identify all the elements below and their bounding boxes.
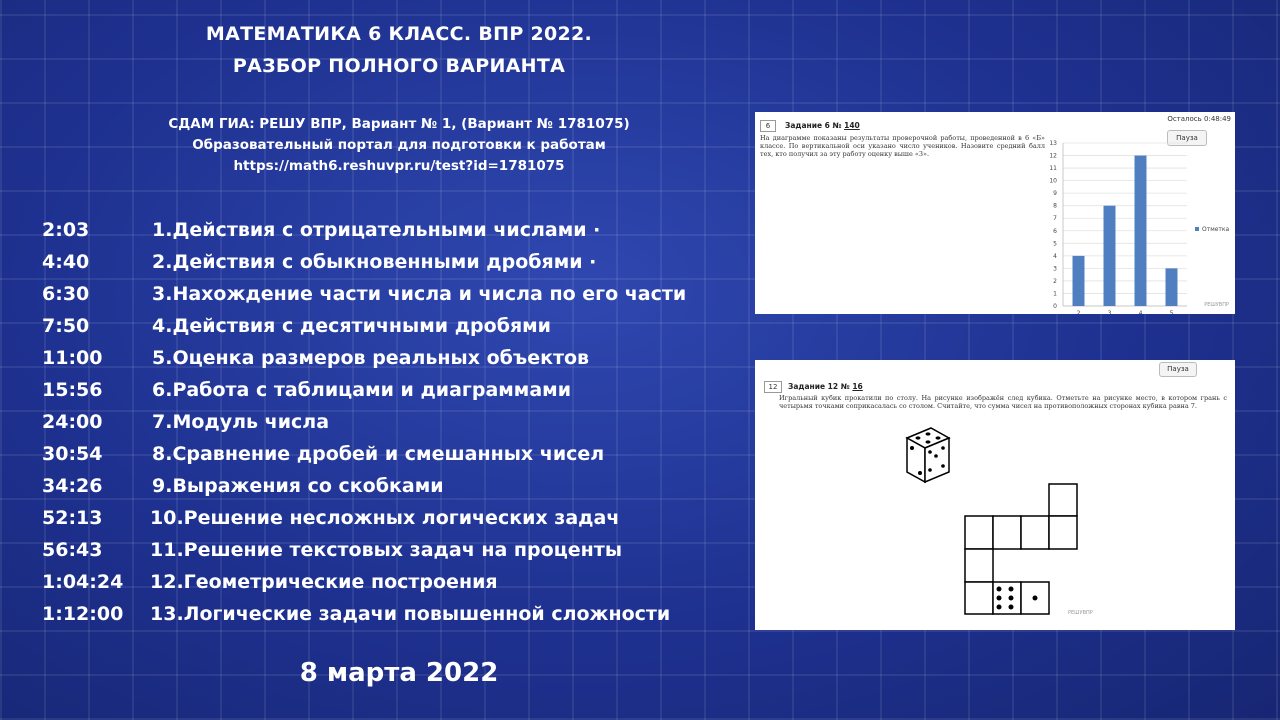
toc-timestamp[interactable]: 11:00 [42,347,103,369]
toc-item[interactable] [42,376,742,408]
toc-timestamp[interactable]: 52:13 [42,507,103,529]
toc-item[interactable] [42,312,742,344]
trail-cell[interactable] [965,549,993,582]
toc-timestamp[interactable]: 6:30 [42,283,90,305]
toc-timestamp[interactable]: 34:26 [42,475,103,497]
date-label: 8 марта 2022 [299,658,499,688]
task6-number-box: 6 [760,120,776,132]
bar-chart [755,112,1235,314]
toc-item[interactable] [42,216,742,248]
toc-label: 3.Нахождение части числа и числа по его части [152,283,687,305]
toc-label: 11.Решение текстовых задач на проценты [150,539,622,561]
trail-cell[interactable] [1021,516,1049,549]
title-line-2: РАЗБОР ПОЛНОГО ВАРИАНТА [232,55,566,77]
task6-screenshot [755,112,1235,314]
x-tick-label: 3 [1107,310,1112,314]
bar [1166,268,1178,306]
y-tick-label: 3 [1053,265,1057,273]
toc-item[interactable] [42,280,742,312]
toc-item[interactable] [42,536,742,568]
toc-timestamp[interactable]: 1:04:24 [42,571,124,593]
toc-label: 5.Оценка размеров реальных объектов [152,347,590,369]
trail-cell[interactable] [965,582,993,614]
title-line-1: МАТЕМАТИКА 6 КЛАСС. ВПР 2022. [205,23,593,45]
task12-title-prefix: Задание 12 № [788,382,853,391]
bar [1135,156,1147,306]
x-tick-label: 2 [1076,310,1081,314]
y-tick-label: 8 [1053,202,1057,210]
toc-label: 4.Действия с десятичными дробями [152,315,551,337]
y-tick-label: 9 [1053,190,1057,198]
toc-timestamp[interactable]: 2:03 [42,219,90,241]
task6-text: На диаграмме показаны результаты проверочной работы, проведенной в 6 «Б» классе. По вертикальной оси указано число учеников. Назовите средний балл тех, кто получил за эту работу оценку выше «3». [760,134,1045,158]
task12-watermark: РЕШУВПР [1068,610,1093,616]
task12-text: Игральный кубик прокатили по столу. На рисунке изображён след кубика. Отметьте на рисунке место, в котором грань с четырьмя точками соприкасалась со столом. Считайте, что сумма чисел на противоположных сторонах кубика равна 7. [779,394,1227,410]
toc-item[interactable] [42,472,742,504]
die-3d-icon [907,428,949,482]
task6-pause-button[interactable]: Пауза [1167,130,1207,146]
toc-label: 12.Геометрические построения [150,571,498,593]
y-tick-label: 4 [1053,252,1057,260]
bar [1104,206,1116,306]
source-line-1: СДАМ ГИА: РЕШУ ВПР, Вариант № 1, (Вариант № 1781075) [168,116,630,132]
toc-label: 1.Действия с отрицательными числами · [152,219,601,241]
y-tick-label: 2 [1053,277,1057,285]
toc-label: 7.Модуль числа [152,411,330,433]
x-tick-label: 4 [1138,310,1143,314]
toc-label: 13.Логические задачи повышенной сложности [150,603,671,625]
y-tick-label: 10 [1049,177,1057,185]
toc-item[interactable] [42,344,742,376]
toc-item[interactable] [42,248,742,280]
toc-label: 6.Работа с таблицами и диаграммами [152,379,572,401]
toc-timestamp[interactable]: 7:50 [42,315,90,337]
toc-item[interactable] [42,504,742,536]
dice-trail-figure [755,360,1235,630]
legend-label: Отметка [1202,226,1230,233]
task6-title-link[interactable]: 140 [844,121,860,130]
toc-timestamp[interactable]: 1:12:00 [42,603,124,625]
toc-label: 9.Выражения со скобками [152,475,444,497]
trail-cells [965,484,1077,614]
bar [1073,256,1085,306]
task6-timer: Осталось 0:48:49 [1167,115,1231,123]
trail-cell[interactable] [965,516,993,549]
task12-title-link[interactable]: 16 [852,382,863,391]
source-info [0,114,798,177]
toc-item[interactable] [42,600,742,632]
legend-swatch [1195,227,1199,231]
table-of-contents [42,216,742,632]
trail-cell[interactable] [1049,516,1077,549]
toc-timestamp[interactable]: 30:54 [42,443,103,465]
toc-timestamp[interactable]: 15:56 [42,379,103,401]
trail-cell[interactable] [1049,484,1077,516]
y-tick-label: 5 [1053,240,1057,248]
toc-item[interactable] [42,440,742,472]
task12-pause-button[interactable]: Пауза [1159,362,1197,377]
x-tick-label: 5 [1169,310,1174,314]
y-tick-label: 1 [1053,290,1057,298]
y-tick-label: 12 [1049,152,1057,160]
toc-item[interactable] [42,408,742,440]
task6-title-prefix: Задание 6 № [785,121,845,130]
y-tick-label: 13 [1049,140,1057,147]
task6-watermark: РЕШУВПР [1204,302,1229,308]
task12-screenshot [755,360,1235,630]
toc-label: 10.Решение несложных логических задач [150,507,620,529]
toc-label: 8.Сравнение дробей и смешанных чисел [152,443,605,465]
y-tick-label: 11 [1049,165,1057,173]
task12-number-box: 12 [764,381,782,393]
source-url[interactable]: https://math6.reshuvpr.ru/test?id=1781075 [233,158,565,174]
y-tick-label: 6 [1053,227,1057,235]
source-line-2: Образовательный портал для подготовки к работам [192,137,606,153]
y-tick-label: 7 [1053,215,1057,223]
y-tick-label: 0 [1053,303,1057,310]
toc-timestamp[interactable]: 24:00 [42,411,103,433]
toc-label: 2.Действия с обыкновенными дробями · [152,251,597,273]
toc-timestamp[interactable]: 56:43 [42,539,103,561]
trail-cell[interactable] [993,516,1021,549]
page-title [0,18,798,82]
toc-item[interactable] [42,568,742,600]
toc-timestamp[interactable]: 4:40 [42,251,90,273]
